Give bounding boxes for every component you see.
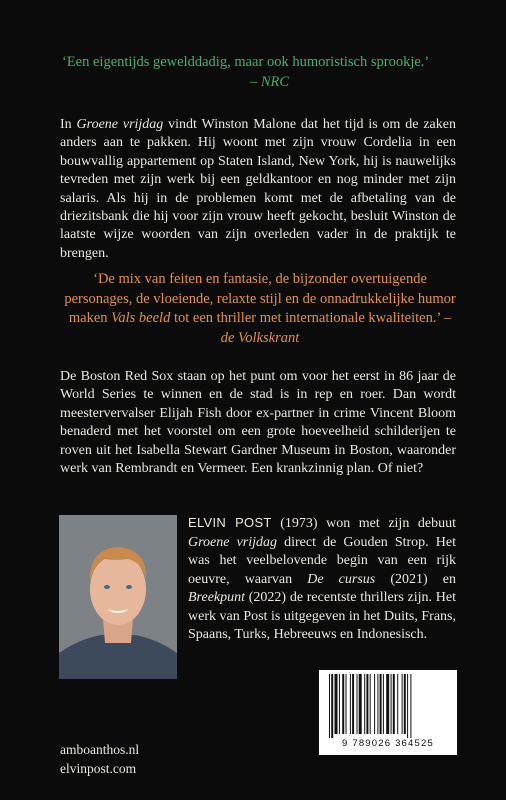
top-quote-source: – NRC xyxy=(250,74,290,90)
synopsis-paragraph-1 xyxy=(60,116,456,263)
barcode xyxy=(319,670,457,755)
barcode-bar xyxy=(366,674,368,734)
barcode-bar xyxy=(386,674,389,734)
middle-quote xyxy=(64,270,456,348)
barcode-bar xyxy=(380,674,382,734)
bio-text-3: (2021) en xyxy=(375,571,456,587)
author-photo xyxy=(59,515,177,679)
barcode-bar xyxy=(410,674,411,738)
barcode-bar xyxy=(397,674,398,734)
barcode-bar xyxy=(377,674,378,734)
barcode-bar xyxy=(407,674,408,738)
top-quote xyxy=(62,52,462,92)
publisher-link[interactable]: amboanthos.nl xyxy=(60,742,140,757)
top-quote-text: ‘Een eigentijds gewelddadig, maar ook humoristisch sprookje.’ xyxy=(62,54,430,70)
author-bio xyxy=(188,514,456,645)
middle-quote-pre: ‘De mix van feiten en fantasie, de bijzonder overtuigende personages, de vloeiende, relaxte stijl en de onnadrukkelijke humor maken xyxy=(64,271,456,326)
website-links xyxy=(60,740,139,778)
barcode-bar xyxy=(391,674,392,734)
barcode-bar xyxy=(404,674,406,734)
p1-intro: In xyxy=(60,117,77,132)
barcode-bar xyxy=(357,674,358,734)
bio-book-3: Breekpunt xyxy=(188,590,246,605)
isbn-number: 9 789026 364525 xyxy=(342,738,434,749)
barcode-bar xyxy=(352,674,354,734)
p1-body: vindt Winston Malone dat het tijd is om de zaken anders aan te pakken. Hij woont met zijn vrouw Cordelia in een bouwvallig appartement op Staten Island, New York, hij is nauwelijks tevreden met zijn werk bij een geldkantoor en nog minder met zijn salaris. Als hij in de problemen komt met de afbetaling van de driezitsbank die hij voor zijn vrouw heeft gekocht, besluit Winston de laatste wijze woorden van zijn overleden vader in de praktijk te brengen. xyxy=(60,117,456,261)
barcode-bar xyxy=(393,674,395,734)
barcode-bar xyxy=(346,674,347,734)
middle-quote-source: de Volkskrant xyxy=(220,329,300,346)
bio-text-4: (2022) de recentste thrillers zijn. Het werk van Post is uitgegeven in het Duits, Frans, Spaans, Turks, Hebreeuws en Indonesisch. xyxy=(188,590,456,642)
barcode-bar xyxy=(364,674,365,734)
barcode-bar xyxy=(374,674,375,734)
middle-quote-post: tot een thriller met internationale kwaliteiten.’ – xyxy=(170,310,452,326)
author-name: ELVIN POST xyxy=(188,515,272,530)
author-site-link[interactable]: elvinpost.com xyxy=(60,761,137,776)
bio-book-2: De cursus xyxy=(307,571,376,587)
barcode-bar xyxy=(383,674,384,734)
bio-text-2: direct de Gouden Strop. Het was het veelbelovende begin van een rijk oeuvre, waarvan xyxy=(188,534,456,587)
barcode-bar xyxy=(370,674,371,734)
p1-book-title: Groene vrijdag xyxy=(76,117,164,132)
barcode-bar xyxy=(331,674,333,738)
barcode-bar xyxy=(335,674,338,734)
synopsis-paragraph-2: De Boston Red Sox staan op het punt om voor het eerst in 86 jaar de World Series te winnen en de stad is in rep en roer. Dan wordt meestervervalser Elijah Fish door ex-partner in crime Vincent Bloom benaderd met het voorstel om een grote hoeveelheid schilderijen te roven uit het Isabella Stewart Gardner Museum in Boston, waaronder werk van Rembrandt en Vermeer. Een krankzinnig plan. Of niet? xyxy=(60,369,456,477)
barcode-bar xyxy=(342,674,344,734)
barcode-bar xyxy=(329,674,330,738)
barcode-bars xyxy=(327,674,449,738)
bio-book-1: Groene vrijdag xyxy=(188,534,278,550)
barcode-bar xyxy=(402,674,403,734)
barcode-bar xyxy=(339,674,340,734)
bio-text-1: (1973) won met zijn debuut xyxy=(271,516,456,531)
barcode-bar xyxy=(350,674,351,734)
barcode-bar xyxy=(359,674,362,734)
middle-quote-title: Vals beeld xyxy=(111,310,171,326)
